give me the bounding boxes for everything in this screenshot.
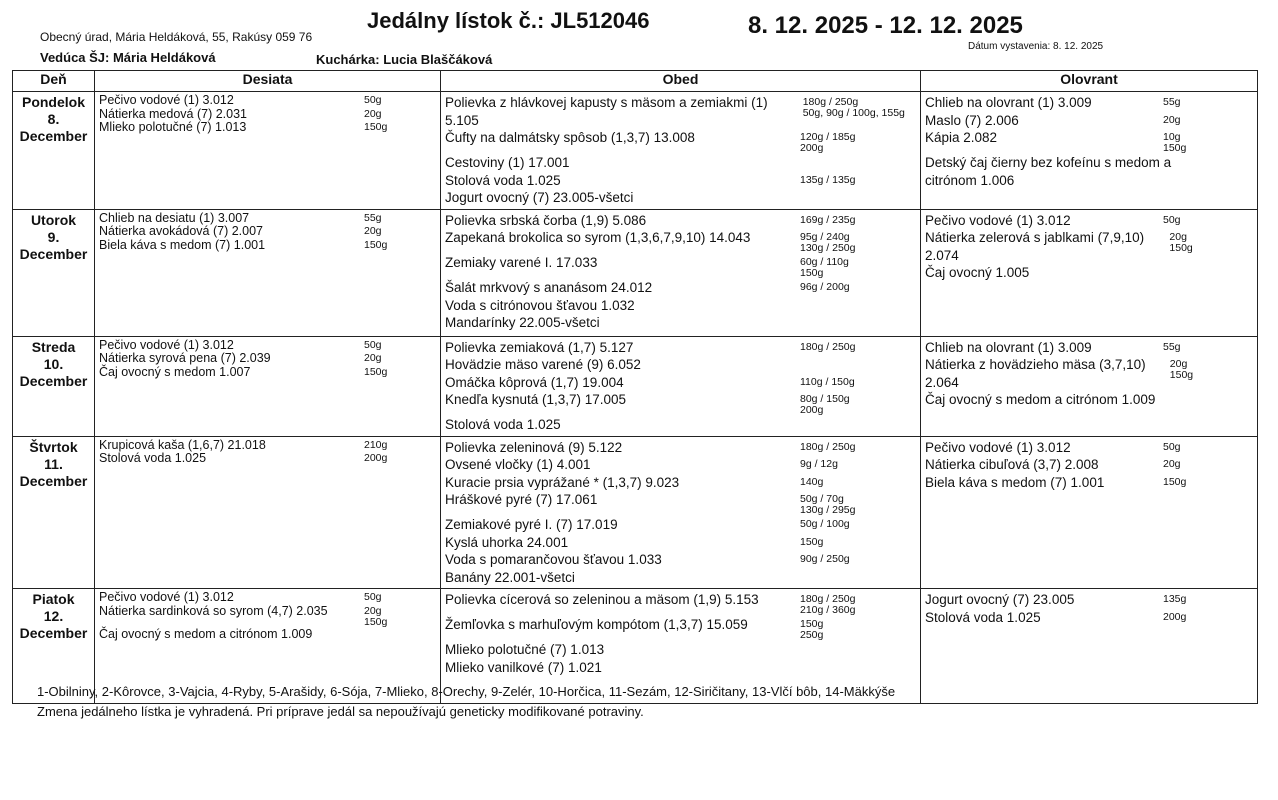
- dish-name: Zapekaná brokolica so syrom (1,3,6,7,9,10) 14.043: [445, 230, 751, 245]
- list-item: [445, 391, 916, 416]
- day-cell: [13, 336, 95, 436]
- head-of-canteen: Vedúca ŠJ: Mária Heldáková: [40, 50, 216, 65]
- dish-name: Biela káva s medom (7) 1.001: [99, 237, 266, 252]
- menu-title: Jedálny lístok č.: JL512046: [367, 8, 650, 33]
- dish-name: Polievka zeleninová (9) 5.122: [445, 439, 623, 455]
- list-item: [99, 628, 436, 642]
- list-item: [925, 456, 1253, 474]
- dish-portion: [1185, 154, 1253, 157]
- dish-name: Jogurt ovocný (7) 23.005: [925, 592, 1075, 607]
- list-item: [925, 591, 1253, 609]
- dish-portion: 50g: [1163, 213, 1181, 226]
- dish-portion: 10g 150g: [1163, 131, 1187, 154]
- lunch-cell: [441, 209, 921, 336]
- table-header-row: [13, 71, 1258, 92]
- list-item: [925, 439, 1253, 457]
- lunch-cell: [441, 436, 921, 589]
- dish-portion: 169g / 235g: [800, 213, 856, 226]
- column-header-snack: Desiata: [95, 71, 441, 92]
- dish-portion: [800, 641, 916, 644]
- list-item: [445, 212, 916, 230]
- lunch-list: [445, 591, 916, 676]
- dish-name: Mlieko vanilkové (7) 1.021: [445, 659, 602, 675]
- dish-portion: 20g: [1163, 458, 1181, 470]
- dish-name: Čufty na dalmátsky spôsob (1,3,7) 13.008: [445, 130, 695, 145]
- day-cell: [13, 209, 95, 336]
- dish-name: Pečivo vodové (1) 3.012: [99, 93, 234, 107]
- list-item: [445, 254, 916, 279]
- allergen-legend: 1-Obilniny, 2-Kôrovce, 3-Vajcia, 4-Ryby, 5-Arašidy, 6-Sója, 7-Mlieko, 8-Orechy, 9-Zelér, 10-Horčica, 11-Sezám, 12-Siričitany, 13-Vlčí bôb, 14-Mäkkýše: [37, 684, 896, 699]
- dish-portion: 110g / 150g: [800, 375, 855, 388]
- list-item: [445, 229, 916, 254]
- list-item: [925, 339, 1253, 357]
- list-item: [99, 439, 436, 453]
- list-item: [445, 616, 916, 641]
- dish-name: Kuracie prsia vyprážané * (1,3,7) 9.023: [445, 474, 680, 490]
- day-name: Utorok: [30, 211, 77, 228]
- dish-name: Polievka z hlávkovej kapusty s mäsom a zemiakmi (1) 5.105: [445, 95, 768, 128]
- dish-name: Žemľovka s marhuľovým kompótom (1,3,7) 15.059: [445, 617, 748, 632]
- day-name: Streda: [31, 338, 76, 355]
- dish-portion: 60g / 110g 150g: [800, 256, 849, 279]
- day-number: 9.: [47, 228, 60, 245]
- afternoon-cell: [921, 436, 1258, 589]
- dish-portion: [800, 356, 916, 359]
- dish-portion: 50g / 100g: [800, 518, 850, 530]
- list-item: [445, 516, 916, 534]
- dish-name: Biela káva s medom (7) 1.001: [925, 474, 1105, 490]
- list-item: [445, 94, 916, 129]
- dish-portion: 150g: [364, 121, 388, 133]
- issue-date: Dátum vystavenia: 8. 12. 2025: [968, 41, 1104, 52]
- afternoon-cell: [921, 209, 1258, 336]
- list-item: [445, 279, 916, 297]
- dish-name: Stolová voda 1.025: [445, 417, 561, 432]
- footer-note: Zmena jedálneho lístka je vyhradená. Pri príprave jedál sa nepoužívajú geneticky modifikované potraviny.: [37, 704, 644, 719]
- list-item: [445, 569, 916, 587]
- list-item: [99, 212, 436, 226]
- day-row: [13, 209, 1258, 336]
- list-item: [99, 339, 436, 353]
- dish-name: Čaj ovocný 1.005: [925, 265, 1030, 280]
- dish-portion: 200g: [364, 452, 388, 464]
- dish-portion: 20g: [364, 225, 382, 237]
- dish-portion: 180g / 250g 210g / 360g: [800, 593, 856, 616]
- snack-cell: [95, 436, 441, 589]
- day-row: [13, 436, 1258, 589]
- dish-portion: 140g: [800, 475, 824, 488]
- afternoon-list: [925, 591, 1253, 626]
- dish-name: Nátierka avokádová (7) 2.007: [99, 224, 263, 238]
- list-item: [445, 474, 916, 492]
- dish-portion: 150g: [800, 535, 824, 548]
- dish-portion: [800, 154, 916, 157]
- list-item: [445, 172, 916, 190]
- dish-portion: 135g / 135g: [800, 173, 856, 186]
- dish-name: Nátierka cibuľová (3,7) 2.008: [925, 457, 1099, 472]
- dish-name: Nátierka syrová pena (7) 2.039: [99, 351, 271, 365]
- dish-name: Pečivo vodové (1) 3.012: [925, 439, 1071, 455]
- list-item: [925, 129, 1253, 154]
- list-item: [99, 121, 436, 135]
- list-item: [445, 297, 916, 315]
- dish-portion: 210g: [364, 438, 388, 451]
- dish-name: Polievka cícerová so zeleninou a mäsom (1,9) 5.153: [445, 592, 759, 607]
- snack-cell: [95, 209, 441, 336]
- list-item: [99, 94, 436, 108]
- dish-name: Polievka zemiaková (1,7) 5.127: [445, 339, 634, 355]
- dish-name: Polievka srbská čorba (1,9) 5.086: [445, 212, 647, 228]
- dish-portion: 135g: [1163, 593, 1187, 605]
- dish-portion: 50g: [364, 591, 382, 603]
- dish-portion: 150g: [364, 238, 388, 251]
- dish-portion: 9g / 12g: [800, 458, 838, 470]
- dish-portion: 120g / 185g 200g: [800, 131, 856, 154]
- afternoon-list: [925, 94, 1253, 189]
- office-address: Obecný úrad, Mária Heldáková, 55, Rakúsy 059 76: [40, 30, 313, 44]
- dish-portion: 180g / 250g 50g, 90g / 100g, 155g: [802, 96, 905, 119]
- dish-name: Chlieb na desiatu (1) 3.007: [99, 210, 250, 225]
- day-month: December: [19, 372, 88, 389]
- dish-portion: 50g / 70g 130g / 295g: [800, 493, 856, 516]
- day-row: [13, 336, 1258, 436]
- list-item: [99, 452, 436, 466]
- dish-name: Nátierka medová (7) 2.031: [99, 106, 247, 121]
- list-item: [99, 352, 436, 366]
- list-item: [445, 491, 916, 516]
- dish-name: Voda s citrónovou šťavou 1.032: [445, 297, 635, 313]
- list-item: [445, 456, 916, 474]
- dish-name: Mlieko polotučné (7) 1.013: [99, 120, 247, 134]
- dish-portion: 55g: [364, 211, 382, 224]
- lunch-list: [445, 339, 916, 434]
- list-item: [99, 239, 436, 253]
- dish-portion: 80g / 150g 200g: [800, 393, 850, 416]
- dish-name: Detský čaj čierny bez kofeínu s medom a citrónom 1.006: [925, 155, 1172, 188]
- dish-name: Kápia 2.082: [925, 130, 998, 145]
- list-item: [445, 439, 916, 457]
- day-cell: [13, 436, 95, 589]
- list-item: [99, 108, 436, 122]
- snack-list: [99, 439, 436, 466]
- dish-name: Pečivo vodové (1) 3.012: [925, 212, 1071, 228]
- dish-name: Nátierka zelerová s jablkami (7,9,10) 2.074: [925, 230, 1145, 263]
- dish-portion: 20g 150g: [1169, 358, 1194, 381]
- day-number: 12.: [43, 608, 64, 624]
- afternoon-cell: [921, 92, 1258, 210]
- list-item: [99, 366, 436, 380]
- dish-name: Stolová voda 1.025: [99, 451, 207, 465]
- list-item: [925, 474, 1253, 492]
- dish-portion: 96g / 200g: [800, 281, 850, 293]
- day-name: Štvrtok: [29, 438, 78, 455]
- dish-portion: [800, 297, 916, 300]
- lunch-list: [445, 212, 916, 332]
- menu-table: [12, 70, 1258, 704]
- dish-name: Voda s pomarančovou šťavou 1.033: [445, 552, 662, 567]
- list-item: [99, 591, 436, 605]
- list-item: [445, 534, 916, 552]
- day-name: Pondelok: [21, 94, 85, 110]
- snack-list: [99, 94, 436, 135]
- dish-name: Hráškové pyré (7) 17.061: [445, 492, 598, 507]
- dish-name: Krupicová kaša (1,6,7) 21.018: [99, 437, 266, 452]
- dish-portion: 55g: [1163, 96, 1181, 108]
- menu-body: [13, 92, 1258, 704]
- list-item: [445, 154, 916, 172]
- snack-cell: [95, 336, 441, 436]
- dish-portion: 180g / 250g: [800, 440, 856, 453]
- dish-portion: [800, 189, 916, 192]
- dish-portion: 20g: [364, 107, 382, 120]
- dish-portion: [364, 628, 436, 629]
- day-number: 11.: [44, 455, 63, 472]
- dish-portion: 150g: [1163, 475, 1187, 488]
- day-number: 10.: [43, 355, 64, 372]
- dish-portion: [800, 569, 916, 572]
- dish-name: Šalát mrkvový s ananásom 24.012: [445, 280, 653, 295]
- dish-name: Nátierka sardinková so syrom (4,7) 2.035: [99, 603, 328, 618]
- dish-name: Stolová voda 1.025: [925, 609, 1041, 625]
- list-item: [445, 416, 916, 434]
- dish-name: Ovsené vločky (1) 4.001: [445, 457, 591, 472]
- dish-portion: [1163, 264, 1253, 267]
- dish-portion: 180g / 250g: [800, 340, 856, 353]
- dish-name: Chlieb na olovrant (1) 3.009: [925, 95, 1092, 110]
- dish-name: Mandarínky 22.005-všetci: [445, 315, 600, 330]
- list-item: [445, 641, 916, 659]
- dish-portion: 95g / 240g 130g / 250g: [800, 231, 856, 254]
- list-item: [925, 212, 1253, 230]
- afternoon-cell: [921, 589, 1258, 704]
- dish-name: Banány 22.001-všetci: [445, 569, 575, 585]
- lunch-cell: [441, 336, 921, 436]
- dish-name: Hovädzie mäso varené (9) 6.052: [445, 357, 641, 372]
- dish-name: Jogurt ovocný (7) 23.005-všetci: [445, 190, 634, 205]
- lunch-list: [445, 439, 916, 587]
- day-month: December: [19, 128, 88, 144]
- dish-name: Mlieko polotučné (7) 1.013: [445, 642, 605, 657]
- day-name: Piatok: [32, 591, 75, 607]
- dish-portion: [1163, 391, 1253, 394]
- list-item: [925, 609, 1253, 627]
- list-item: [445, 314, 916, 332]
- dish-portion: 50g: [364, 338, 382, 351]
- day-number: 8.: [47, 111, 60, 127]
- dish-portion: 55g: [1163, 340, 1181, 353]
- dish-portion: 50g: [364, 94, 382, 106]
- dish-name: Čaj ovocný s medom a citrónom 1.009: [99, 626, 313, 641]
- list-item: [925, 154, 1253, 189]
- dish-portion: 20g 150g: [1169, 231, 1193, 254]
- list-item: [445, 374, 916, 392]
- list-item: [925, 94, 1253, 112]
- list-item: [445, 659, 916, 677]
- list-item: [445, 551, 916, 569]
- list-item: [925, 356, 1253, 391]
- afternoon-list: [925, 339, 1253, 409]
- list-item: [99, 605, 436, 628]
- dish-name: Čaj ovocný s medom 1.007: [99, 364, 251, 379]
- dish-name: Chlieb na olovrant (1) 3.009: [925, 339, 1092, 355]
- dish-portion: 20g 150g: [364, 604, 388, 628]
- list-item: [925, 112, 1253, 130]
- dish-name: Pečivo vodové (1) 3.012: [99, 337, 234, 352]
- snack-list: [99, 339, 436, 380]
- dish-portion: 20g: [364, 352, 382, 364]
- dish-name: Čaj ovocný s medom a citrónom 1.009: [925, 392, 1156, 407]
- dish-name: Zemiaky varené I. 17.033: [445, 255, 598, 270]
- day-row: [13, 92, 1258, 210]
- dish-name: Nátierka z hovädzieho mäsa (3,7,10) 2.064: [925, 357, 1146, 390]
- dish-name: Knedľa kysnutá (1,3,7) 17.005: [445, 392, 627, 407]
- day-cell: [13, 92, 95, 210]
- dish-name: Stolová voda 1.025: [445, 172, 561, 188]
- date-range: 8. 12. 2025 - 12. 12. 2025: [748, 12, 1023, 39]
- dish-portion: 90g / 250g: [800, 553, 850, 565]
- list-item: [925, 229, 1253, 264]
- column-header-afternoon: Olovrant: [921, 71, 1258, 92]
- dish-portion: [800, 659, 916, 662]
- afternoon-list: [925, 439, 1253, 492]
- list-item: [99, 225, 436, 239]
- afternoon-cell: [921, 336, 1258, 436]
- list-item: [445, 591, 916, 616]
- snack-list: [99, 212, 436, 253]
- dish-portion: 50g: [1163, 440, 1181, 453]
- list-item: [445, 356, 916, 374]
- day-month: December: [19, 625, 88, 641]
- dish-name: Omáčka kôprová (1,7) 19.004: [445, 374, 624, 390]
- list-item: [445, 129, 916, 154]
- dish-name: Pečivo vodové (1) 3.012: [99, 590, 234, 604]
- snack-cell: [95, 92, 441, 210]
- lunch-cell: [441, 92, 921, 210]
- lunch-list: [445, 94, 916, 207]
- dish-portion: 20g: [1163, 113, 1181, 126]
- dish-portion: 150g 250g: [800, 618, 824, 641]
- dish-name: Cestoviny (1) 17.001: [445, 155, 570, 170]
- day-month: December: [19, 245, 88, 262]
- day-month: December: [19, 472, 88, 489]
- dish-portion: [800, 314, 916, 317]
- dish-portion: 150g: [364, 365, 388, 378]
- column-header-lunch: Obed: [441, 71, 921, 92]
- list-item: [925, 264, 1253, 282]
- afternoon-list: [925, 212, 1253, 282]
- column-header-day: Deň: [13, 71, 95, 92]
- dish-portion: 200g: [1163, 610, 1187, 623]
- list-item: [925, 391, 1253, 409]
- snack-list: [99, 591, 436, 641]
- dish-name: Kyslá uhorka 24.001: [445, 534, 569, 550]
- dish-name: Zemiakové pyré I. (7) 17.019: [445, 517, 618, 532]
- cook: Kuchárka: Lucia Blaščáková: [316, 52, 493, 67]
- dish-name: Maslo (7) 2.006: [925, 112, 1019, 128]
- list-item: [445, 189, 916, 207]
- list-item: [445, 339, 916, 357]
- dish-portion: [800, 416, 916, 419]
